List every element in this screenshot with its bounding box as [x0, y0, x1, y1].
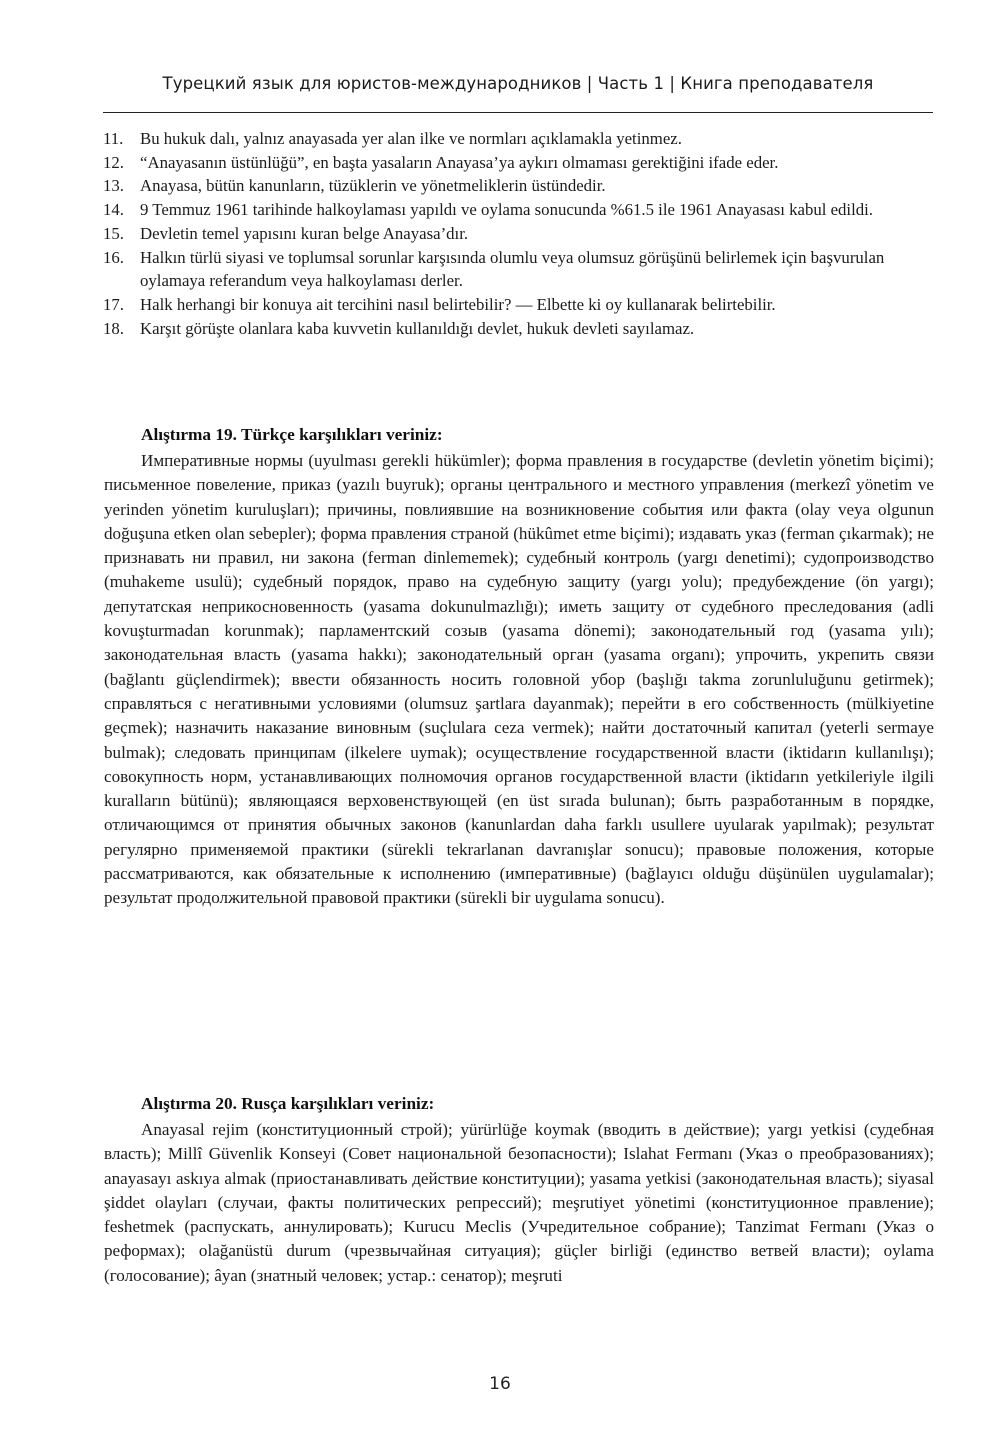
item-text: Karşıt görüşte olanlara kaba kuvvetin kullanıldığı devlet, hukuk devleti sayılamaz.: [140, 318, 695, 338]
item-text: “Anayasanın üstünlüğü”, en başta yasaların Anayasa’ya aykırı olmaması gerektiğini ifade eder.: [140, 152, 779, 172]
list-item: [103, 174, 935, 198]
exercise-19-body: Императивные нормы (uyulması gerekli hükümler); форма правления в государстве (devletin yönetim biçimi); письменное повеление, приказ (yazılı buyruk); органы центрального и местного управления (merkezî yönetim ve yerinden yönetim kuruluşları); причины, повлиявшие на возникновение события или факта (olay veya olgunun doğuşuna etken olan sebepler); форма правления страной (hükûmet etme biçimi); издавать указ (ferman çıkarmak); не признавать ни правил, ни закона (ferman dinlememek); судебный контроль (yargı denetimi); судопроизводство (muhakeme usulü); судебный порядок, право на судебную защиту (yargı yolu); предубеждение (ön yargı); депутатская неприкосновенность (yasama dokunulmazlığı); иметь защиту от судебного преследования (adli kovuşturmadan korunmak); парламентский созыв (yasama dönemi); законодательный год (yasama yılı); законодательная власть (yasama hakkı); законодательный орган (yasama organı); упрочить, укрепить связи (bağlantı güçlendirmek); ввести обязанность носить головной убор (başlığı takma zorunluluğunu getirmek); справляться с негативными условиями (olumsuz şartlara dayanmak); перейти в его собственность (mülkiyetine geçmek); назначить наказание виновным (suçlulara ceza vermek); найти достаточный капитал (yeterli sermaye bulmak); следовать принципам (ilkelere uymak); осуществление государственной власти (iktidarın kullanılışı); совокупность норм, устанавливающих полномочия органов государственной власти (iktidarın yetkileriyle ilgili kuralların bütünü); являющаяся верховенствующей (en üst sırada bulunan); быть разработанным в порядке, отличающимся от принятия обычных законов (kanunlardan daha farklı usullere uyularak yapılmak); результат регулярно применяемой практики (sürekli tekrarlanan davranışlar sonucu); правовые положения, которые рассматриваются, как обязательные к исполнению (императивные) (bağlayıcı olduğu düşünülen uygulamalar); результат продолжительной правовой практики (sürekli bir uygulama sonucu).: [104, 451, 934, 908]
numbered-sentence-list: [103, 127, 935, 340]
item-text: Halk herhangi bir konuya ait tercihini nasıl belirtebilir? — Elbette ki oy kullanarak belirtebilir.: [140, 294, 776, 314]
list-item: [103, 222, 935, 246]
item-number: 13.: [103, 176, 124, 196]
item-text: Bu hukuk dalı, yalnız anayasada yer alan ilke ve normları açıklamakla yetinmez.: [140, 129, 682, 148]
list-item: [103, 127, 935, 151]
item-text: Halkın türlü siyasi ve toplumsal sorunlar karşısında olumlu veya olumsuz görüşünü belirlemek için başvurulan oylamaya referandum veya halkoylaması derler.: [140, 247, 885, 291]
page-number: 16: [489, 1374, 511, 1394]
exercise-19-heading: Alıştırma 19. Türkçe karşılıkları veriniz:: [141, 425, 443, 444]
item-text: 9 Temmuz 1961 tarihinde halkoylaması yapıldı ve oylama sonucunda %61.5 ile 1961 Anayasası kabul edildi.: [140, 200, 874, 220]
list-item: [103, 293, 935, 317]
list-item: [103, 198, 935, 222]
item-text: Anayasa, bütün kanunların, tüzüklerin ve yönetmeliklerin üstündedir.: [140, 176, 606, 196]
item-text: Devletin temel yapısını kuran belge Anayasa’dır.: [140, 223, 469, 243]
list-item: [103, 317, 935, 341]
item-number: 11.: [103, 129, 124, 148]
item-number: 18.: [103, 318, 124, 338]
header-rule: [103, 112, 933, 113]
item-number: 17.: [103, 294, 124, 314]
list-item: [103, 246, 935, 293]
exercise-20-heading: Alıştırma 20. Rusça karşılıkları veriniz:: [141, 1094, 435, 1113]
running-header: Турецкий язык для юристов-международников | Часть 1 | Книга преподавателя: [162, 74, 874, 93]
exercise-20-body: Anayasal rejim (конституционный строй); yürürlüğe koymak (вводить в действие); yargı yetkisi (судебная власть); Millî Güvenlik Konseyi (Совет национальной безопасности); Islahat Fermanı (Указ о преобразованиях); anayasayı askıya almak (приостанавливать действие конституции); yasama yetkisi (законодательная власть); siyasal şiddet olayları (случаи, факты политических репрессий); meşrutiyet yönetimi (конституционное правление); feshetmek (распускать, аннулировать); Kurucu Meclis (Учредительное собрание); Tanzimat Fermanı (Указ о реформах); olağanüstü durum (чрезвычайная ситуация); güçler birliği (единство ветвей власти); oylama (голосование); âyan (знатный человек; устар.: сенатор); meşruti: [104, 1120, 934, 1285]
list-item: [103, 151, 935, 175]
item-number: 14.: [103, 200, 124, 220]
item-number: 16.: [103, 247, 124, 267]
item-number: 12.: [103, 152, 124, 172]
item-number: 15.: [103, 223, 124, 243]
